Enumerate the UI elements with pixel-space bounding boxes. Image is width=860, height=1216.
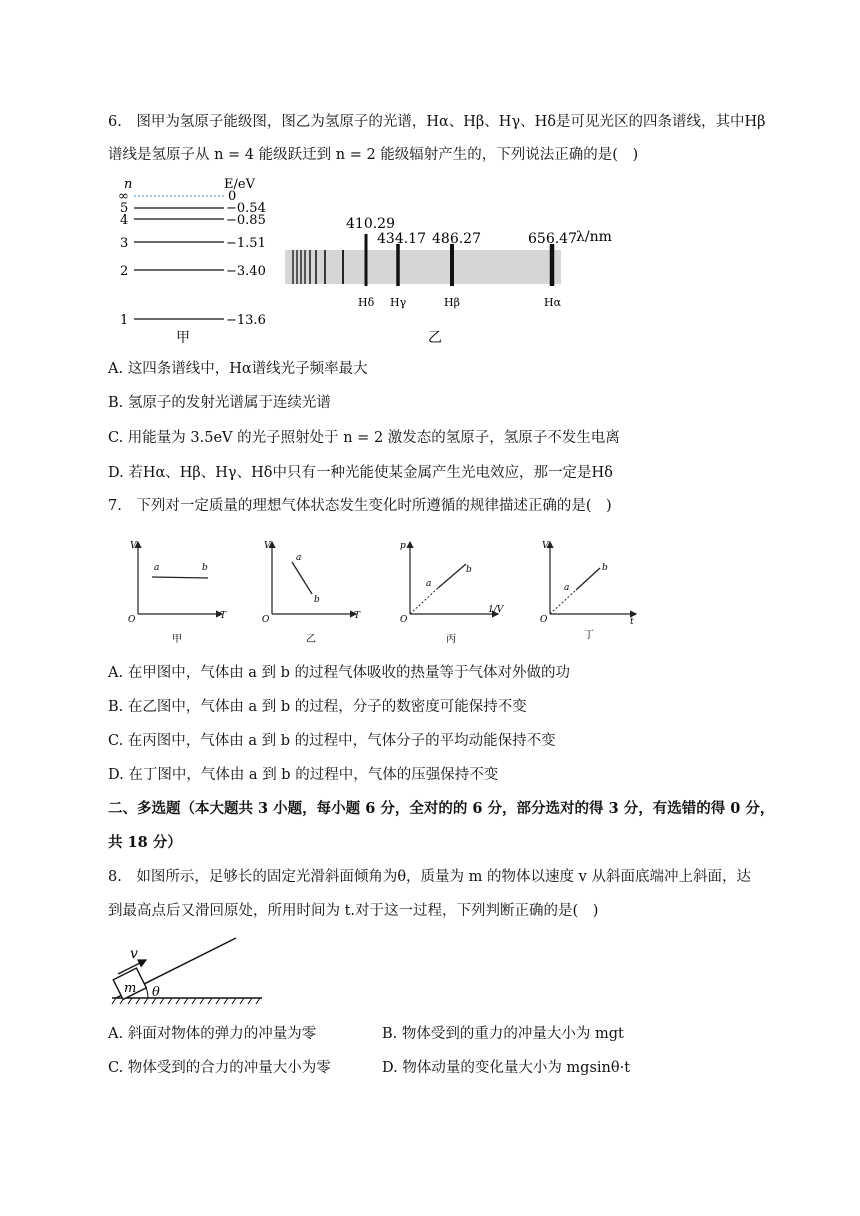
svg-text:丁: 丁 bbox=[584, 630, 594, 641]
level-n-1: 1 bbox=[120, 313, 129, 328]
level-n-5: 5 bbox=[120, 201, 129, 216]
q7-option-a: A. 在甲图中，气体由 a 到 b 的过程气体吸收的热量等于气体对外做的功 bbox=[108, 665, 571, 681]
svg-text:t: t bbox=[630, 617, 634, 627]
svg-text:p: p bbox=[400, 541, 406, 551]
svg-text:a: a bbox=[426, 579, 432, 589]
level-e-3: −1.51 bbox=[226, 236, 266, 251]
velocity-label: v bbox=[130, 946, 138, 962]
q6-option-a: A. 这四条谱线中，Hα谱线光子频率最大 bbox=[108, 361, 368, 377]
q7-option-b: B. 在乙图中，气体由 a 到 b 的过程，分子的数密度可能保持不变 bbox=[108, 699, 527, 715]
svg-text:V: V bbox=[542, 541, 549, 551]
graph-ding bbox=[540, 541, 636, 641]
svg-text:O: O bbox=[262, 615, 270, 625]
incline-diagram bbox=[108, 930, 268, 1012]
svg-text:a: a bbox=[564, 583, 570, 593]
svg-text:b: b bbox=[202, 563, 208, 573]
level-e-4: −0.85 bbox=[226, 213, 266, 228]
q6-stem-line2: 谱线是氢原子从 n = 4 能级跃迁到 n = 2 能级辐射产生的，下列说法正确的是( ) bbox=[108, 147, 639, 163]
section2-heading-line1: 二、多选题（本大题共 3 小题，每小题 6 分，全对的的 6 分，部分选对的得 3 分，有选错的得 0 分， bbox=[108, 800, 775, 817]
angle-label: θ bbox=[152, 985, 160, 1000]
label-h-delta: Hδ bbox=[358, 296, 375, 309]
label-h-beta: Hβ bbox=[444, 296, 460, 309]
gas-state-graphs bbox=[120, 532, 640, 650]
svg-text:V: V bbox=[264, 541, 271, 551]
svg-text:1/V: 1/V bbox=[488, 605, 504, 615]
q7-stem: 7. 下列对一定质量的理想气体状态发生变化时所遵循的规律描述正确的是( ) bbox=[108, 498, 612, 514]
svg-text:O: O bbox=[540, 615, 548, 625]
hydrogen-spectrum bbox=[282, 208, 622, 348]
figure-caption-yi: 乙 bbox=[428, 330, 442, 346]
energy-level-diagram bbox=[112, 172, 282, 352]
q7-option-c: C. 在丙图中，气体由 a 到 b 的过程中，气体分子的平均动能保持不变 bbox=[108, 733, 556, 749]
q8-stem-line1: 8. 如图所示，足够长的固定光滑斜面倾角为θ，质量为 m 的物体以速度 v 从斜面底端冲上斜面，达 bbox=[108, 869, 751, 885]
mass-label: m bbox=[124, 981, 137, 996]
wavelength-delta: 410.29 bbox=[346, 216, 395, 232]
level-e-5: −0.54 bbox=[226, 201, 266, 216]
section2-heading-line2: 共 18 分） bbox=[108, 834, 182, 851]
wavelength-alpha: 656.47 bbox=[528, 231, 577, 247]
level-n-4: 4 bbox=[120, 213, 129, 228]
q6-stem-line1: 6. 图甲为氢原子能级图，图乙为氢原子的光谱，Hα、Hβ、Hγ、Hδ是可见光区的四条谱线，其中Hβ bbox=[108, 114, 766, 130]
wavelength-gamma: 434.17 bbox=[377, 231, 426, 247]
svg-text:O: O bbox=[400, 615, 408, 625]
level-n-inf: ∞ bbox=[118, 189, 129, 204]
svg-text:甲: 甲 bbox=[172, 634, 182, 645]
wavelength-unit: λ/nm bbox=[576, 229, 612, 245]
q8-stem-line2: 到最高点后又滑回原处，所用时间为 t.对于这一过程，下列判断正确的是( ) bbox=[108, 903, 599, 919]
svg-text:O: O bbox=[128, 615, 136, 625]
figure-caption-jia: 甲 bbox=[176, 330, 190, 346]
svg-text:乙: 乙 bbox=[306, 634, 316, 645]
svg-text:丙: 丙 bbox=[446, 634, 456, 645]
svg-text:a: a bbox=[296, 553, 302, 563]
wavelength-beta: 486.27 bbox=[432, 231, 481, 247]
level-e-1: −13.6 bbox=[226, 313, 266, 328]
q6-option-d: D. 若Hα、Hβ、Hγ、Hδ中只有一种光能使某金属产生光电效应，那一定是Hδ bbox=[108, 465, 613, 481]
svg-text:b: b bbox=[466, 565, 472, 575]
level-e-2: −3.40 bbox=[226, 264, 266, 279]
level-e-inf: 0 bbox=[228, 189, 237, 204]
svg-text:b: b bbox=[314, 595, 320, 605]
spectrum-band bbox=[285, 250, 561, 284]
svg-text:V: V bbox=[130, 541, 137, 551]
axis-n-label: n bbox=[124, 177, 133, 192]
svg-text:T: T bbox=[220, 611, 227, 621]
svg-text:b: b bbox=[602, 563, 608, 573]
q8-option-d: D. 物体动量的变化量大小为 mgsinθ·t bbox=[382, 1060, 631, 1076]
svg-text:a: a bbox=[154, 563, 160, 573]
graph-yi bbox=[262, 541, 361, 645]
svg-text:T: T bbox=[354, 611, 361, 621]
level-n-2: 2 bbox=[120, 264, 129, 279]
graph-jia bbox=[128, 541, 227, 645]
q8-option-b: B. 物体受到的重力的冲量大小为 mgt bbox=[382, 1026, 624, 1042]
label-h-alpha: Hα bbox=[544, 296, 562, 309]
graph-bing bbox=[400, 541, 505, 645]
q6-option-c: C. 用能量为 3.5eV 的光子照射处于 n = 2 激发态的氢原子，氢原子不发生电离 bbox=[108, 430, 620, 446]
label-h-gamma: Hγ bbox=[390, 296, 407, 309]
level-n-3: 3 bbox=[120, 236, 129, 251]
q8-option-c: C. 物体受到的合力的冲量大小为零 bbox=[108, 1060, 331, 1076]
q6-option-b: B. 氢原子的发射光谱属于连续光谱 bbox=[108, 395, 331, 411]
axis-e-label: E/eV bbox=[224, 177, 255, 192]
q8-option-a: A. 斜面对物体的弹力的冲量为零 bbox=[108, 1026, 317, 1042]
q7-option-d: D. 在丁图中，气体由 a 到 b 的过程中，气体的压强保持不变 bbox=[108, 767, 499, 783]
